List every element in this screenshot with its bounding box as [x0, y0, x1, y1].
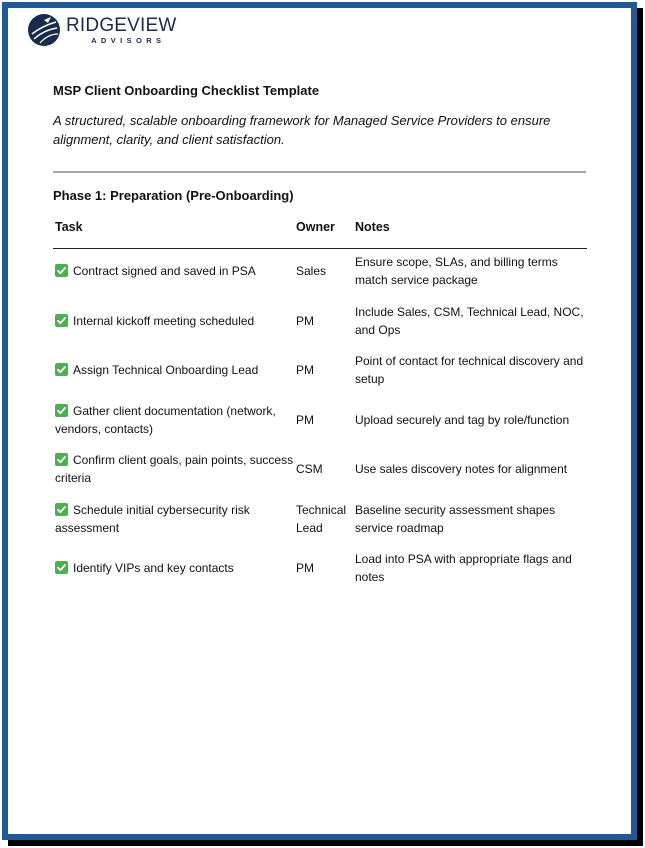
phase-heading: Phase 1: Preparation (Pre-Onboarding): [53, 188, 294, 203]
globe-bird-logo-icon: [26, 12, 62, 48]
green-checkbox-icon: [55, 314, 68, 327]
notes-cell: Baseline security assessment shapes service roadmap: [355, 502, 556, 535]
table-row: [53, 299, 587, 349]
table-row: [53, 398, 587, 448]
task-cell: [55, 559, 295, 577]
task-cell: [55, 451, 295, 487]
logo-text: [66, 16, 177, 45]
table-row: [53, 348, 587, 398]
task-cell: [55, 501, 295, 537]
table-row: [53, 497, 587, 547]
notes-cell: Ensure scope, SLAs, and billing terms match service package: [355, 255, 558, 287]
task-text: Schedule initial cybersecurity risk assessment: [55, 502, 250, 535]
green-checkbox-icon: [55, 453, 68, 466]
owner-cell: PM: [296, 363, 314, 377]
green-checkbox-icon: [55, 404, 68, 417]
green-checkbox-icon: [55, 363, 68, 376]
task-cell: [55, 402, 295, 438]
task-text: Internal kickoff meeting scheduled: [73, 313, 255, 328]
checklist-table-header: [53, 220, 587, 249]
document-title: MSP Client Onboarding Checklist Template: [53, 83, 320, 98]
table-row: [53, 249, 587, 299]
task-cell: [55, 361, 295, 379]
green-checkbox-icon: [55, 264, 68, 277]
task-text: Contract signed and saved in PSA: [73, 264, 256, 278]
company-logo: [26, 12, 177, 48]
notes-cell: Upload securely and tag by role/function: [355, 412, 570, 427]
document-sheet: [8, 8, 631, 834]
column-header-notes: Notes: [355, 220, 390, 234]
task-text: Identify VIPs and key contacts: [73, 561, 234, 575]
task-cell: [55, 262, 295, 280]
notes-cell: Load into PSA with appropriate flags and notes: [355, 552, 572, 584]
task-cell: [55, 312, 295, 330]
owner-cell: PM: [296, 561, 314, 575]
table-row: [53, 447, 587, 497]
owner-cell: CSM: [296, 462, 323, 476]
notes-cell: Use sales discovery notes for alignment: [355, 462, 568, 476]
column-header-owner: Owner: [296, 220, 335, 234]
logo-name: RIDGEVIEW: [66, 14, 177, 36]
owner-cell: PM: [296, 313, 314, 328]
section-divider: [53, 171, 586, 173]
notes-cell: Point of contact for technical discovery and setup: [355, 354, 584, 386]
document-subtitle: A structured, scalable onboarding framework for Managed Service Providers to ensure alignment, clarity, and client satisfaction.: [53, 113, 551, 147]
task-text: Confirm client goals, pain points, success criteria: [55, 453, 294, 485]
owner-cell: Technical Lead: [296, 502, 347, 535]
table-row: [53, 546, 587, 596]
task-text: Assign Technical Onboarding Lead: [73, 363, 259, 377]
logo-subname: ADVISORS: [91, 35, 166, 45]
owner-cell: Sales: [296, 264, 327, 278]
owner-cell: PM: [296, 412, 314, 427]
column-header-task: Task: [55, 220, 83, 234]
checklist-table-body: [53, 249, 587, 596]
green-checkbox-icon: [55, 503, 68, 516]
green-checkbox-icon: [55, 561, 68, 574]
task-text: Gather client documentation (network, vendors, contacts): [55, 403, 276, 436]
notes-cell: Include Sales, CSM, Technical Lead, NOC, and Ops: [355, 304, 584, 337]
